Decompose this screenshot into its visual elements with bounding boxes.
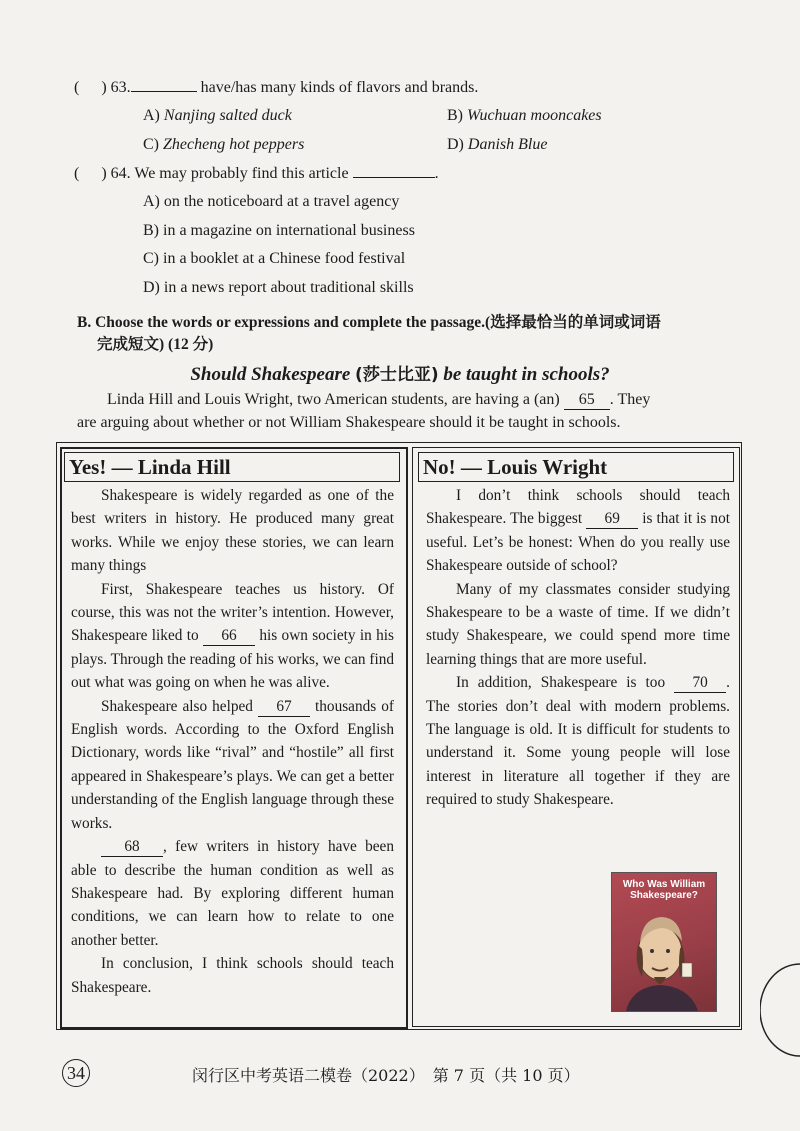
blank-68: 68 bbox=[101, 838, 163, 857]
question-stem: We may probably find this article bbox=[134, 165, 349, 182]
option-63-a: A) Nanjing salted duck bbox=[143, 107, 292, 124]
option-64-b: B) in a magazine on international business bbox=[143, 222, 415, 239]
option-64-a: A) on the noticeboard at a travel agency bbox=[143, 193, 400, 210]
answer-paren-close: ) bbox=[101, 165, 107, 182]
blank-67: 67 bbox=[258, 698, 310, 717]
option-63-c: C) Zhecheng hot peppers bbox=[143, 136, 305, 153]
option-64-c: C) in a booklet at a Chinese food festival bbox=[143, 250, 406, 267]
shakespeare-portrait-icon bbox=[612, 873, 716, 1011]
right-paragraph-1: I don’t think schools should teach Shakespeare. The biggest 69 is that it is not useful. Let’s be honest: When do you really use Shakespeare outside of school? bbox=[426, 487, 730, 575]
blank-69: 69 bbox=[586, 510, 638, 529]
option-63-d: D) Danish Blue bbox=[447, 136, 548, 153]
left-paragraph-5: In conclusion, I think schools should teach Shakespeare. bbox=[71, 955, 394, 996]
book-title: Who Was William Shakespeare? bbox=[622, 879, 706, 901]
page-edge-arc bbox=[760, 960, 800, 1060]
right-paragraph-3: In addition, Shakespeare is too 70 . The stories don’t deal with modern problems. The language is old. It is difficult for students to understand it. Some young people will lose interest in literature all together if they are required to study Shakespeare. bbox=[426, 674, 730, 809]
passage-intro: Linda Hill and Louis Wright, two American students, are having a (an) 65 . They are arguing about whether or not William Shakespeare should it be taught in schools. bbox=[77, 391, 651, 431]
blank-66: 66 bbox=[203, 627, 255, 646]
page-footer: 闵行区中考英语二模卷（2022） 第 7 页（共 10 页） bbox=[192, 1066, 580, 1085]
answer-blank bbox=[131, 77, 197, 92]
left-paragraph-4: 68 , few writers in history have been able to describe the human condition as well as Shakespeare had. By exploring different human conditions, we can learn how to relate to one another better. bbox=[71, 838, 394, 949]
option-63-b: B) Wuchuan mooncakes bbox=[447, 107, 602, 124]
right-box-text bbox=[426, 484, 730, 812]
shakespeare-book-cover bbox=[611, 872, 717, 1012]
right-box-heading: No! — Louis Wright bbox=[418, 452, 734, 482]
blank-70: 70 bbox=[674, 674, 726, 693]
section-b-heading: B. Choose the words or expressions and complete the passage.(选择最恰当的单词或词语 完成短文) (12 分) bbox=[77, 314, 661, 353]
option-64-d: D) in a news report about traditional skills bbox=[143, 279, 414, 296]
question-number: 64. bbox=[110, 165, 131, 182]
left-paragraph-3: Shakespeare also helped 67 thousands of English words. According to the Oxford English Dictionary, words like “rival” and “hostile” all first appeared in Shakespeare’s plays. We can get a better understanding of the English language through these works. bbox=[71, 697, 394, 832]
question-number: 63. bbox=[110, 79, 131, 96]
left-box-text bbox=[71, 484, 394, 999]
question-stem: have/has many kinds of flavors and brands. bbox=[200, 79, 479, 96]
answer-blank bbox=[353, 163, 435, 178]
question-64: ( ) 64. We may probably find this article . bbox=[74, 165, 439, 182]
page-circle-number: 34 bbox=[62, 1059, 90, 1087]
passage-title: Should Shakespeare (莎士比亚) be taught in schools? bbox=[190, 364, 610, 385]
answer-paren-close: ) bbox=[101, 79, 107, 96]
blank-65: 65 bbox=[564, 391, 610, 410]
left-paragraph-2: First, Shakespeare teaches us history. Of course, this was not the writer’s intention. However, Shakespeare liked to 66 his own society in his plays. Through the reading of his works, we can find out what was going on when he was alive. bbox=[71, 580, 395, 692]
right-paragraph-2: Many of my classmates consider studying Shakespeare to be a waste of time. If we didn’t study Shakespeare, we could spend more time learning things that are more useful. bbox=[426, 580, 730, 668]
question-63 bbox=[74, 77, 478, 99]
answer-paren-open: ( bbox=[74, 79, 80, 96]
answer-paren-open: ( bbox=[74, 165, 80, 182]
left-box-heading: Yes! — Linda Hill bbox=[64, 452, 400, 482]
left-paragraph-1: Shakespeare is widely regarded as one of the best writers in history. He produced many great works. While we enjoy these stories, we can learn many things bbox=[71, 487, 394, 575]
